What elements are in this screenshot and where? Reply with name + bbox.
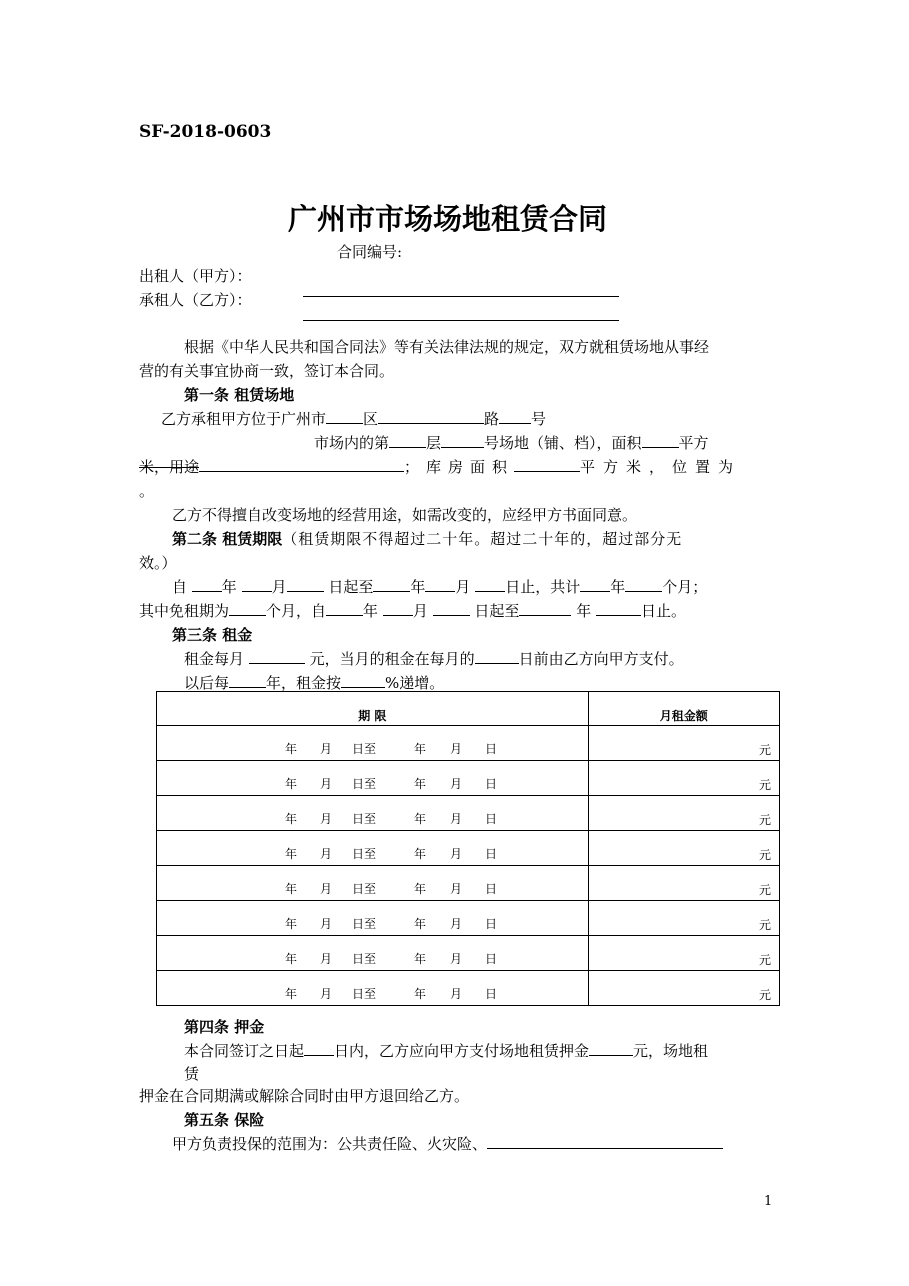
term-text: 自 <box>172 578 188 596</box>
table-row <box>157 866 780 901</box>
article-1-line-1 <box>161 408 546 429</box>
period-text: 日 <box>485 812 498 826</box>
period-text: 日至 <box>352 742 377 756</box>
period-text: 月 <box>450 952 463 966</box>
rent-text: 年，租金按 <box>266 674 342 692</box>
article-1-text: 号场地（铺、档），面积 <box>484 434 642 452</box>
article-3-heading: 第三条 租金 <box>172 626 253 644</box>
free-start-day-blank <box>433 601 470 616</box>
amount-cell: 元 <box>588 831 779 866</box>
article-1-text: 层 <box>426 434 442 452</box>
period-text: 日至 <box>352 987 377 1001</box>
period-cell <box>157 796 589 831</box>
article-2-note-end: 效。） <box>139 554 177 572</box>
article-4-line-1 <box>184 1040 708 1061</box>
period-text: 月 <box>450 882 463 896</box>
article-1-text: 乙方承租甲方位于广州市 <box>161 410 327 428</box>
document-code: SF-2018-0603 <box>139 122 272 142</box>
table-row <box>157 831 780 866</box>
increase-percent-blank <box>341 673 385 688</box>
article-1-text: 米，用途 <box>139 458 200 476</box>
article-2-line-1 <box>172 528 682 549</box>
period-cell <box>157 936 589 971</box>
article-1-line-5: 乙方不得擅自改变场地的经营用途，如需改变的，应经甲方书面同意。 <box>172 506 638 524</box>
period-text: 月 <box>450 987 463 1001</box>
term-text: 月 <box>455 578 471 596</box>
period-text: 年 <box>285 812 298 826</box>
table-row <box>157 796 780 831</box>
period-text: 日至 <box>352 777 377 791</box>
article-5-heading: 第五条 保险 <box>184 1111 265 1129</box>
term-text: 个月； <box>662 578 708 596</box>
stall-blank <box>441 433 484 448</box>
period-text: 日 <box>485 742 498 756</box>
total-years-blank <box>580 577 610 592</box>
article-1-line-2 <box>314 432 709 453</box>
period-text: 日 <box>485 987 498 1001</box>
article-3-line-2 <box>184 672 444 693</box>
period-cell <box>157 901 589 936</box>
rent-text: 日前由乙方向甲方支付。 <box>518 650 684 668</box>
period-cell <box>157 971 589 1006</box>
period-text: 日至 <box>352 952 377 966</box>
table-row <box>157 901 780 936</box>
contract-number-label: 合同编号: <box>337 243 403 261</box>
table-row <box>157 726 780 761</box>
amount-cell: 元 <box>588 971 779 1006</box>
deposit-text: 本合同签订之日起 <box>184 1042 305 1060</box>
rent-text: 以后每 <box>184 674 230 692</box>
period-text: 日至 <box>352 917 377 931</box>
term-text: 年 <box>363 602 379 620</box>
lessee-label: 承租人（乙方）： <box>139 291 252 309</box>
lessor-label: 出租人（甲方）： <box>139 267 252 285</box>
period-text: 年 <box>414 812 427 826</box>
insurance-blank <box>487 1134 723 1149</box>
rent-text: 元，当月的租金在每月的 <box>309 650 475 668</box>
article-4-heading: 第四条 押金 <box>184 1018 265 1036</box>
period-text: 月 <box>450 847 463 861</box>
term-text: 月 <box>412 602 428 620</box>
floor-blank <box>389 433 426 448</box>
period-text: 月 <box>320 847 333 861</box>
amount-cell: 元 <box>588 761 779 796</box>
term-text: 年 <box>610 578 626 596</box>
term-text: 年 <box>576 602 592 620</box>
article-1-text: 平方 <box>678 434 709 452</box>
period-text: 年 <box>285 847 298 861</box>
period-text: 年 <box>414 917 427 931</box>
usage-blank <box>199 457 404 472</box>
term-text: 其中免租期为 <box>139 602 230 620</box>
article-2-heading: 第二条 租赁期限 <box>172 530 283 548</box>
article-1-line-3 <box>139 456 741 477</box>
term-text: 日起至 <box>474 602 520 620</box>
term-text: 日起至 <box>328 578 374 596</box>
deposit-text: 元，场地租 <box>633 1042 709 1060</box>
amount-column-header: 月租金额 <box>588 692 779 726</box>
period-text: 年 <box>414 777 427 791</box>
period-text: 年 <box>285 882 298 896</box>
table-row <box>157 761 780 796</box>
road-blank <box>378 409 484 424</box>
deposit-days-blank <box>304 1041 334 1056</box>
rent-text: %递增。 <box>385 674 445 692</box>
period-text: 日 <box>485 952 498 966</box>
number-blank <box>499 409 531 424</box>
lessee-blank-line-2 <box>303 320 619 321</box>
end-day-blank <box>475 577 505 592</box>
period-text: 年 <box>285 987 298 1001</box>
table-header-row <box>157 692 780 726</box>
term-text: 月 <box>271 578 287 596</box>
deposit-text: 日内，乙方应向甲方支付场地租赁押金 <box>334 1042 590 1060</box>
amount-cell: 元 <box>588 796 779 831</box>
free-start-month-blank <box>383 601 413 616</box>
period-text: 年 <box>414 882 427 896</box>
period-text: 月 <box>320 742 333 756</box>
period-text: 月 <box>320 987 333 1001</box>
lessee-blank-line-1 <box>303 296 619 297</box>
period-text: 月 <box>320 777 333 791</box>
rent-text: 租金每月 <box>184 650 245 668</box>
period-text: 月 <box>450 812 463 826</box>
free-months-blank <box>229 601 266 616</box>
start-day-blank <box>287 577 324 592</box>
period-text: 日 <box>485 777 498 791</box>
document-title: 广州市市场场地租赁合同 <box>288 202 608 236</box>
term-text: 年 <box>221 578 237 596</box>
article-1-heading: 第一条 租赁场地 <box>184 386 295 404</box>
period-text: 日 <box>485 917 498 931</box>
period-text: 年 <box>414 847 427 861</box>
article-1-text: 平方米，位置为 <box>580 458 742 476</box>
free-end-year-blank <box>519 601 571 616</box>
period-text: 年 <box>414 987 427 1001</box>
period-text: 年 <box>414 952 427 966</box>
preamble-line-2: 营的有关事宜协商一致，签订本合同。 <box>139 362 395 380</box>
article-2-note: （租赁期限不得超过二十年。超过二十年的，超过部分无 <box>282 530 683 548</box>
amount-cell: 元 <box>588 866 779 901</box>
period-text: 月 <box>320 952 333 966</box>
period-text: 年 <box>285 742 298 756</box>
period-text: 日至 <box>352 882 377 896</box>
term-text: 日止，共计 <box>505 578 581 596</box>
period-text: 月 <box>450 917 463 931</box>
period-text: 年 <box>285 952 298 966</box>
period-cell <box>157 761 589 796</box>
free-end-day-blank <box>596 601 641 616</box>
period-text: 月 <box>450 777 463 791</box>
period-text: 日 <box>485 882 498 896</box>
total-months-blank <box>625 577 662 592</box>
amount-cell: 元 <box>588 726 779 761</box>
term-text: 年 <box>410 578 426 596</box>
free-start-year-blank <box>326 601 363 616</box>
period-text: 月 <box>320 917 333 931</box>
amount-cell: 元 <box>588 936 779 971</box>
article-1-text: 市场内的第 <box>314 434 390 452</box>
table-row <box>157 936 780 971</box>
period-text: 日 <box>485 847 498 861</box>
article-1-line-4: 。 <box>139 482 155 500</box>
rent-schedule-table <box>156 691 780 1006</box>
end-month-blank <box>425 577 455 592</box>
article-1-text: 区 <box>363 410 379 428</box>
article-2-line-2 <box>172 576 707 597</box>
area-blank <box>642 433 679 448</box>
period-text: 月 <box>450 742 463 756</box>
article-2-line-3 <box>139 600 686 621</box>
period-column-header: 期 限 <box>157 692 589 726</box>
start-year-blank <box>192 577 222 592</box>
period-cell <box>157 726 589 761</box>
start-month-blank <box>242 577 272 592</box>
period-text: 日至 <box>352 847 377 861</box>
article-3-line-1 <box>184 648 684 669</box>
table-row <box>157 971 780 1006</box>
period-cell <box>157 831 589 866</box>
district-blank <box>326 409 363 424</box>
insurance-text: 甲方负责投保的范围为：公共责任险、火灾险、 <box>172 1135 488 1153</box>
period-text: 年 <box>285 917 298 931</box>
period-text: 月 <box>320 882 333 896</box>
article-4-line-3: 押金在合同期满或解除合同时由甲方退回给乙方。 <box>139 1087 470 1105</box>
preamble-line-1: 根据《中华人民共和国合同法》等有关法律法规的规定，双方就租赁场地从事经 <box>184 338 710 356</box>
monthly-rent-blank <box>249 649 305 664</box>
article-1-text: 号 <box>531 410 547 428</box>
article-4-line-2: 赁 <box>184 1065 200 1083</box>
article-5-line-1 <box>172 1133 723 1154</box>
term-text: 个月，自 <box>266 602 327 620</box>
end-year-blank <box>373 577 410 592</box>
term-text: 日止。 <box>641 602 687 620</box>
deposit-amount-blank <box>589 1041 633 1056</box>
period-text: 年 <box>414 742 427 756</box>
period-text: 年 <box>285 777 298 791</box>
article-1-text: 路 <box>484 410 500 428</box>
article-1-text: ；库房面积 <box>404 458 515 476</box>
period-text: 日至 <box>352 812 377 826</box>
increase-years-blank <box>229 673 266 688</box>
period-cell <box>157 866 589 901</box>
payment-day-blank <box>475 649 519 664</box>
storage-area-blank <box>514 457 580 472</box>
page-number: 1 <box>764 1194 773 1209</box>
amount-cell: 元 <box>588 901 779 936</box>
period-text: 月 <box>320 812 333 826</box>
